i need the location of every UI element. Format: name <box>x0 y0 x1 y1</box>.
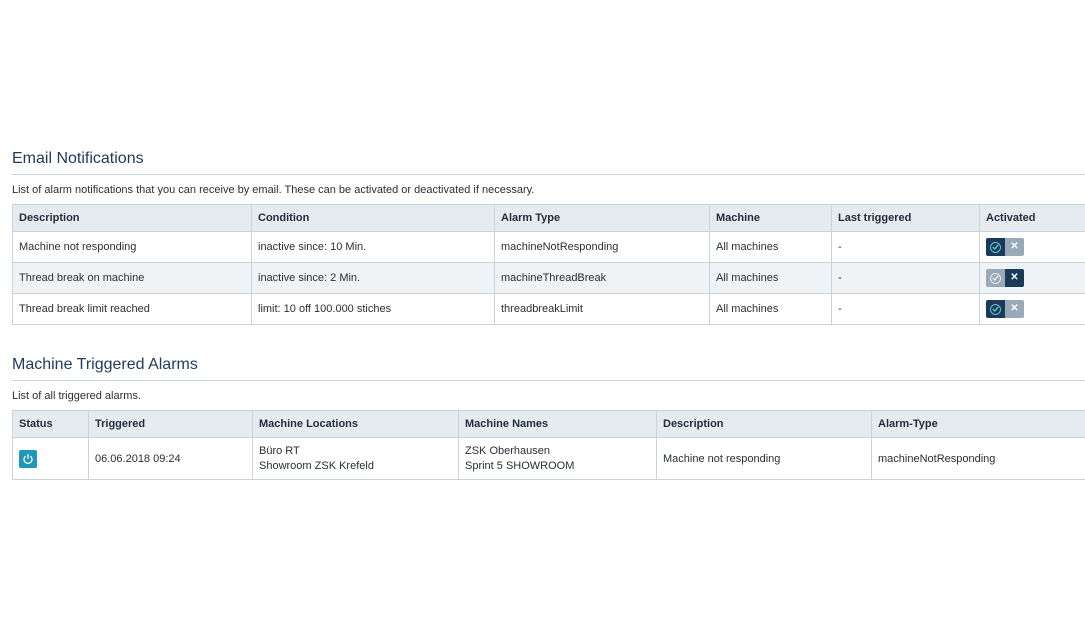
activate-button[interactable] <box>986 238 1005 256</box>
check-icon <box>990 242 1001 253</box>
cell-condition: limit: 10 off 100.000 stiches <box>252 294 495 325</box>
cell-activated <box>980 263 1085 294</box>
column-header-alarm-type[interactable]: Alarm-Type <box>872 411 1085 438</box>
table-row <box>13 263 1085 294</box>
cell-last-triggered: - <box>832 232 980 263</box>
cell-machine-locations <box>253 438 459 480</box>
cell-alarm-type: machineNotResponding <box>495 232 710 263</box>
activation-toggle[interactable] <box>986 269 1024 287</box>
column-header-machine-locations[interactable]: Machine Locations <box>253 411 459 438</box>
status-button[interactable] <box>19 450 37 468</box>
cell-description: Thread break limit reached <box>13 294 252 325</box>
cell-triggered: 06.06.2018 09:24 <box>89 438 253 480</box>
machine-name-line: ZSK Oberhausen <box>465 444 550 457</box>
cell-machine: All machines <box>710 263 832 294</box>
email-notifications-section <box>12 150 1085 325</box>
cell-status <box>13 438 89 480</box>
column-header-description[interactable]: Description <box>13 205 252 232</box>
activate-button[interactable] <box>986 269 1005 287</box>
deactivate-button[interactable] <box>1005 300 1024 318</box>
check-icon <box>990 304 1001 315</box>
column-header-activated[interactable]: Activated <box>980 205 1085 232</box>
column-header-description[interactable]: Description <box>657 411 872 438</box>
activation-toggle[interactable] <box>986 300 1024 318</box>
email-notifications-description: List of alarm notifications that you can receive by email. These can be activated or deactivated if necessary. <box>12 184 535 196</box>
column-header-alarm-type[interactable]: Alarm Type <box>495 205 710 232</box>
location-line: Büro RT <box>259 444 300 457</box>
cell-last-triggered: - <box>832 294 980 325</box>
cell-condition: inactive since: 2 Min. <box>252 263 495 294</box>
check-icon <box>990 273 1001 284</box>
column-header-machine-names[interactable]: Machine Names <box>459 411 657 438</box>
column-header-condition[interactable]: Condition <box>252 205 495 232</box>
close-icon: ✕ <box>1010 241 1019 252</box>
cell-last-triggered: - <box>832 263 980 294</box>
cell-condition: inactive since: 10 Min. <box>252 232 495 263</box>
cell-alarm-type: machineNotResponding <box>872 438 1085 480</box>
cell-machine: All machines <box>710 294 832 325</box>
close-icon: ✕ <box>1010 303 1019 314</box>
cell-machine: All machines <box>710 232 832 263</box>
cell-activated <box>980 232 1085 263</box>
cell-description: Thread break on machine <box>13 263 252 294</box>
column-header-status[interactable]: Status <box>13 411 89 438</box>
cell-alarm-type: threadbreakLimit <box>495 294 710 325</box>
power-icon <box>22 453 34 465</box>
cell-activated <box>980 294 1085 325</box>
machine-name-line: Sprint 5 SHOWROOM <box>465 459 575 472</box>
location-line: Showroom ZSK Krefeld <box>259 459 374 472</box>
cell-machine-names <box>459 438 657 480</box>
cell-alarm-type: machineThreadBreak <box>495 263 710 294</box>
machine-alarms-description: List of all triggered alarms. <box>12 390 141 402</box>
machine-alarms-table <box>12 410 1085 480</box>
email-notifications-table <box>12 204 1085 325</box>
column-header-last-triggered[interactable]: Last triggered <box>832 205 980 232</box>
deactivate-button[interactable] <box>1005 238 1024 256</box>
table-row <box>13 294 1085 325</box>
column-header-machine[interactable]: Machine <box>710 205 832 232</box>
cell-description: Machine not responding <box>13 232 252 263</box>
deactivate-button[interactable] <box>1005 269 1024 287</box>
column-header-triggered[interactable]: Triggered <box>89 411 253 438</box>
table-row <box>13 438 1085 480</box>
close-icon: ✕ <box>1010 272 1019 283</box>
table-header-row <box>13 205 1085 232</box>
activate-button[interactable] <box>986 300 1005 318</box>
cell-description: Machine not responding <box>657 438 872 480</box>
machine-alarms-section <box>12 356 1085 480</box>
table-header-row <box>13 411 1085 438</box>
email-notifications-title: Email Notifications <box>12 150 1085 175</box>
machine-alarms-title: Machine Triggered Alarms <box>12 356 1085 381</box>
activation-toggle[interactable] <box>986 238 1024 256</box>
table-row <box>13 232 1085 263</box>
